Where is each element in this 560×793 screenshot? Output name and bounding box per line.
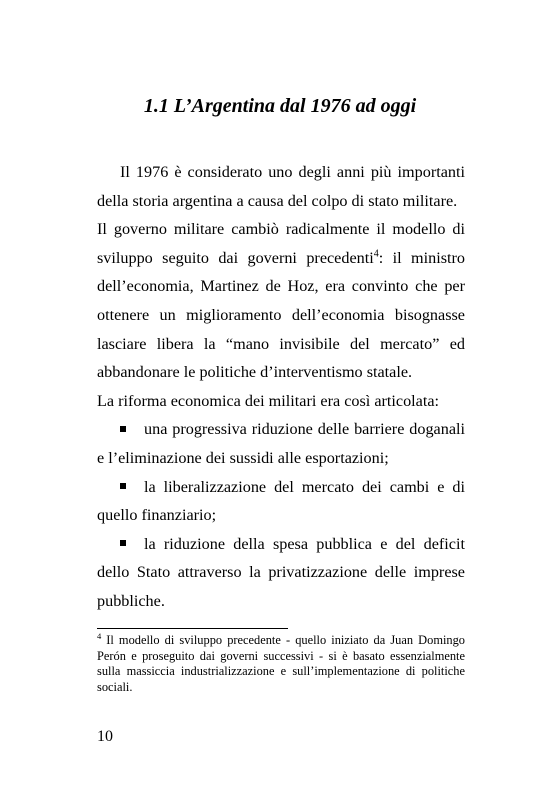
list-item (97, 415, 465, 472)
list-item-text: la riduzione della spesa pubblica e del deficit dello Stato attraverso la privatizzazione delle imprese pubbliche. (97, 534, 465, 610)
paragraph-government-text: Il governo militare cambiò radicalmente il modello di sviluppo seguito dai governi precedenti (97, 220, 465, 267)
list-item-text: una progressiva riduzione delle barriere doganali e l’eliminazione dei sussidi alle esportazioni; (97, 420, 465, 467)
footnote-text: Il modello di sviluppo precedente - quello iniziato da Juan Domingo Perón e proseguito dai governi successivi - si è basato essenzialmente sulla massiccia industrializzazione e sull’implementazione di politiche sociali. (97, 633, 465, 694)
square-bullet-icon (120, 426, 126, 432)
footnote-reference[interactable]: 4 (373, 248, 379, 260)
square-bullet-icon (120, 540, 126, 546)
footnote (97, 630, 465, 695)
paragraph-government (97, 215, 465, 387)
list-item (97, 473, 465, 530)
section-title: 1.1 L’Argentina dal 1976 ad oggi (143, 95, 417, 117)
list-item-text: la liberalizzazione del mercato dei cambi e di quello finanziario; (97, 477, 465, 525)
body-text (97, 158, 465, 616)
square-bullet-icon (120, 483, 126, 489)
paragraph-intro: Il 1976 è considerato uno degli anni più importanti della storia argentina a causa del colpo di stato militare. (97, 163, 465, 210)
paragraph-government-continuation: : il ministro dell’economia, Martinez de Hoz, era convinto che per ottenere un miglioramento dell’economia bisognasse lasciare libera la “mano invisibile del mercato” ed abbandonare le politiche d’interventismo statale. (97, 248, 465, 382)
list-item (97, 530, 465, 616)
footnote-number: 4 (97, 630, 102, 641)
footnote-separator (97, 628, 288, 629)
page-number: 10 (97, 728, 113, 745)
paragraph-reform-intro: La riforma economica dei militari era così articolata: (97, 391, 440, 410)
